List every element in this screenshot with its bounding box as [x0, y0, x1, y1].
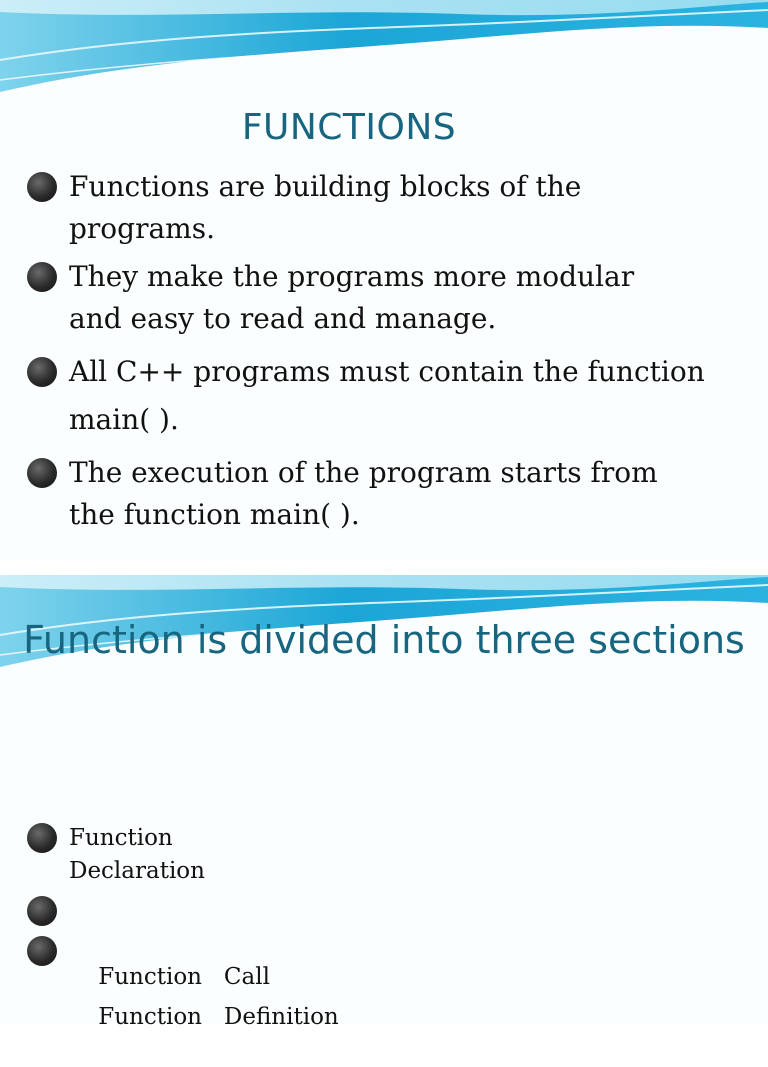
- bullet-text: Function Declaration: [69, 825, 205, 884]
- list-item: [69, 452, 768, 536]
- list-item: [69, 822, 229, 888]
- bullet-text: Function Call: [98, 964, 270, 990]
- bullet-dot-icon: [27, 823, 57, 853]
- bullet-text: They make the programs more modular and easy to read and manage.: [69, 260, 635, 335]
- slide-2-title: Function is divided into three sections: [23, 618, 745, 662]
- list-item: [69, 256, 768, 340]
- bullet-text: Functions are building blocks of the programs.: [69, 170, 582, 245]
- wave-banner-icon: [0, 0, 768, 95]
- list-item: [69, 166, 768, 250]
- bullet-text: All C++ programs must contain the function main( ).: [69, 355, 705, 436]
- bullet-text: The execution of the program starts from the function main( ).: [69, 456, 658, 531]
- slide-1-title: FUNCTIONS: [241, 107, 457, 148]
- bullet-dot-icon: [27, 357, 57, 387]
- list-item: [69, 348, 768, 444]
- bullet-text: Function Definition: [98, 1004, 339, 1030]
- list-item: [69, 935, 369, 1067]
- bullet-dot-icon: [27, 458, 57, 488]
- bullet-dot-icon: [27, 262, 57, 292]
- bullet-dot-icon: [27, 172, 57, 202]
- bullet-dot-icon: [27, 936, 57, 966]
- bullet-dot-icon: [27, 896, 57, 926]
- slide-separator: [0, 560, 768, 575]
